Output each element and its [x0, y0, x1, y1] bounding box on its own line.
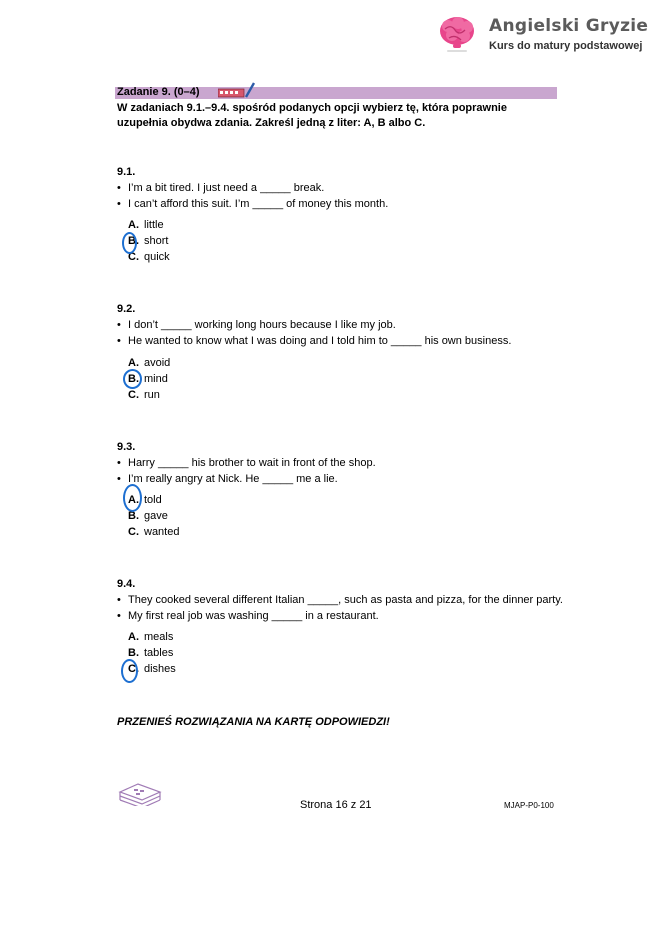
question-number: 9.1.: [117, 166, 136, 178]
answer-option-b[interactable]: B. short: [128, 235, 169, 247]
task-keyboard-pencil-icon: [218, 82, 256, 98]
question-sentence: • Harry _____ his brother to wait in front of the shop.: [117, 457, 376, 469]
answer-option-a[interactable]: A. little: [128, 219, 164, 231]
bullet-icon: •: [117, 473, 121, 485]
answer-option-c[interactable]: C. run: [128, 389, 160, 401]
answer-option-a[interactable]: A. told: [128, 494, 162, 506]
transfer-instruction: PRZENIEŚ ROZWIĄZANIA NA KARTĘ ODPOWIEDZI!: [117, 716, 390, 728]
bullet-icon: •: [117, 198, 121, 210]
brain-logo-icon: [437, 14, 477, 54]
bullet-icon: •: [117, 182, 121, 194]
brand-subtitle: Kurs do matury podstawowej: [489, 40, 643, 52]
bullet-icon: •: [117, 594, 121, 606]
question-number: 9.2.: [117, 303, 136, 315]
answer-circle-mark: [121, 659, 138, 683]
question-sentence: • He wanted to know what I was doing and I told him to _____ his own business.: [117, 335, 512, 347]
bullet-icon: •: [117, 335, 121, 347]
page-number: Strona 16 z 21: [300, 799, 372, 811]
question-number: 9.3.: [117, 441, 136, 453]
answer-sheet-stack-icon: [116, 776, 164, 806]
question-sentence: • I can’t afford this suit. I’m _____ of money this month.: [117, 198, 389, 210]
task-instruction: W zadaniach 9.1.–9.4. spośród podanych opcji wybierz tę, która poprawnie uzupełnia obydwa zdania. Zakreśl jedną z liter: A, B albo C.: [117, 102, 507, 129]
bullet-icon: •: [117, 457, 121, 469]
answer-option-a[interactable]: A. meals: [128, 631, 174, 643]
bullet-icon: •: [117, 610, 121, 622]
document-code: MJAP-P0-100: [504, 801, 554, 810]
answer-option-c[interactable]: C. quick: [128, 251, 170, 263]
answer-option-b[interactable]: B. gave: [128, 510, 168, 522]
answer-circle-mark: [122, 232, 137, 254]
answer-circle-mark: [123, 369, 142, 389]
question-sentence: • They cooked several different Italian _____, such as pasta and pizza, for the dinner party.: [117, 594, 563, 606]
question-sentence: • My first real job was washing _____ in a restaurant.: [117, 610, 379, 622]
answer-circle-mark: [123, 484, 142, 512]
answer-option-b[interactable]: B. tables: [128, 647, 174, 659]
answer-option-c[interactable]: C. wanted: [128, 526, 180, 538]
task-title: Zadanie 9. (0–4): [117, 86, 200, 98]
answer-option-c[interactable]: C. dishes: [128, 663, 176, 675]
answer-option-b[interactable]: B. mind: [128, 373, 168, 385]
question-number: 9.4.: [117, 578, 136, 590]
bullet-icon: •: [117, 319, 121, 331]
question-sentence: • I’m a bit tired. I just need a _____ break.: [117, 182, 325, 194]
answer-option-a[interactable]: A. avoid: [128, 357, 171, 369]
brand-title: Angielski Gryzie: [489, 16, 649, 36]
question-sentence: • I’m really angry at Nick. He _____ me a lie.: [117, 473, 338, 485]
question-sentence: • I don’t _____ working long hours because I like my job.: [117, 319, 396, 331]
